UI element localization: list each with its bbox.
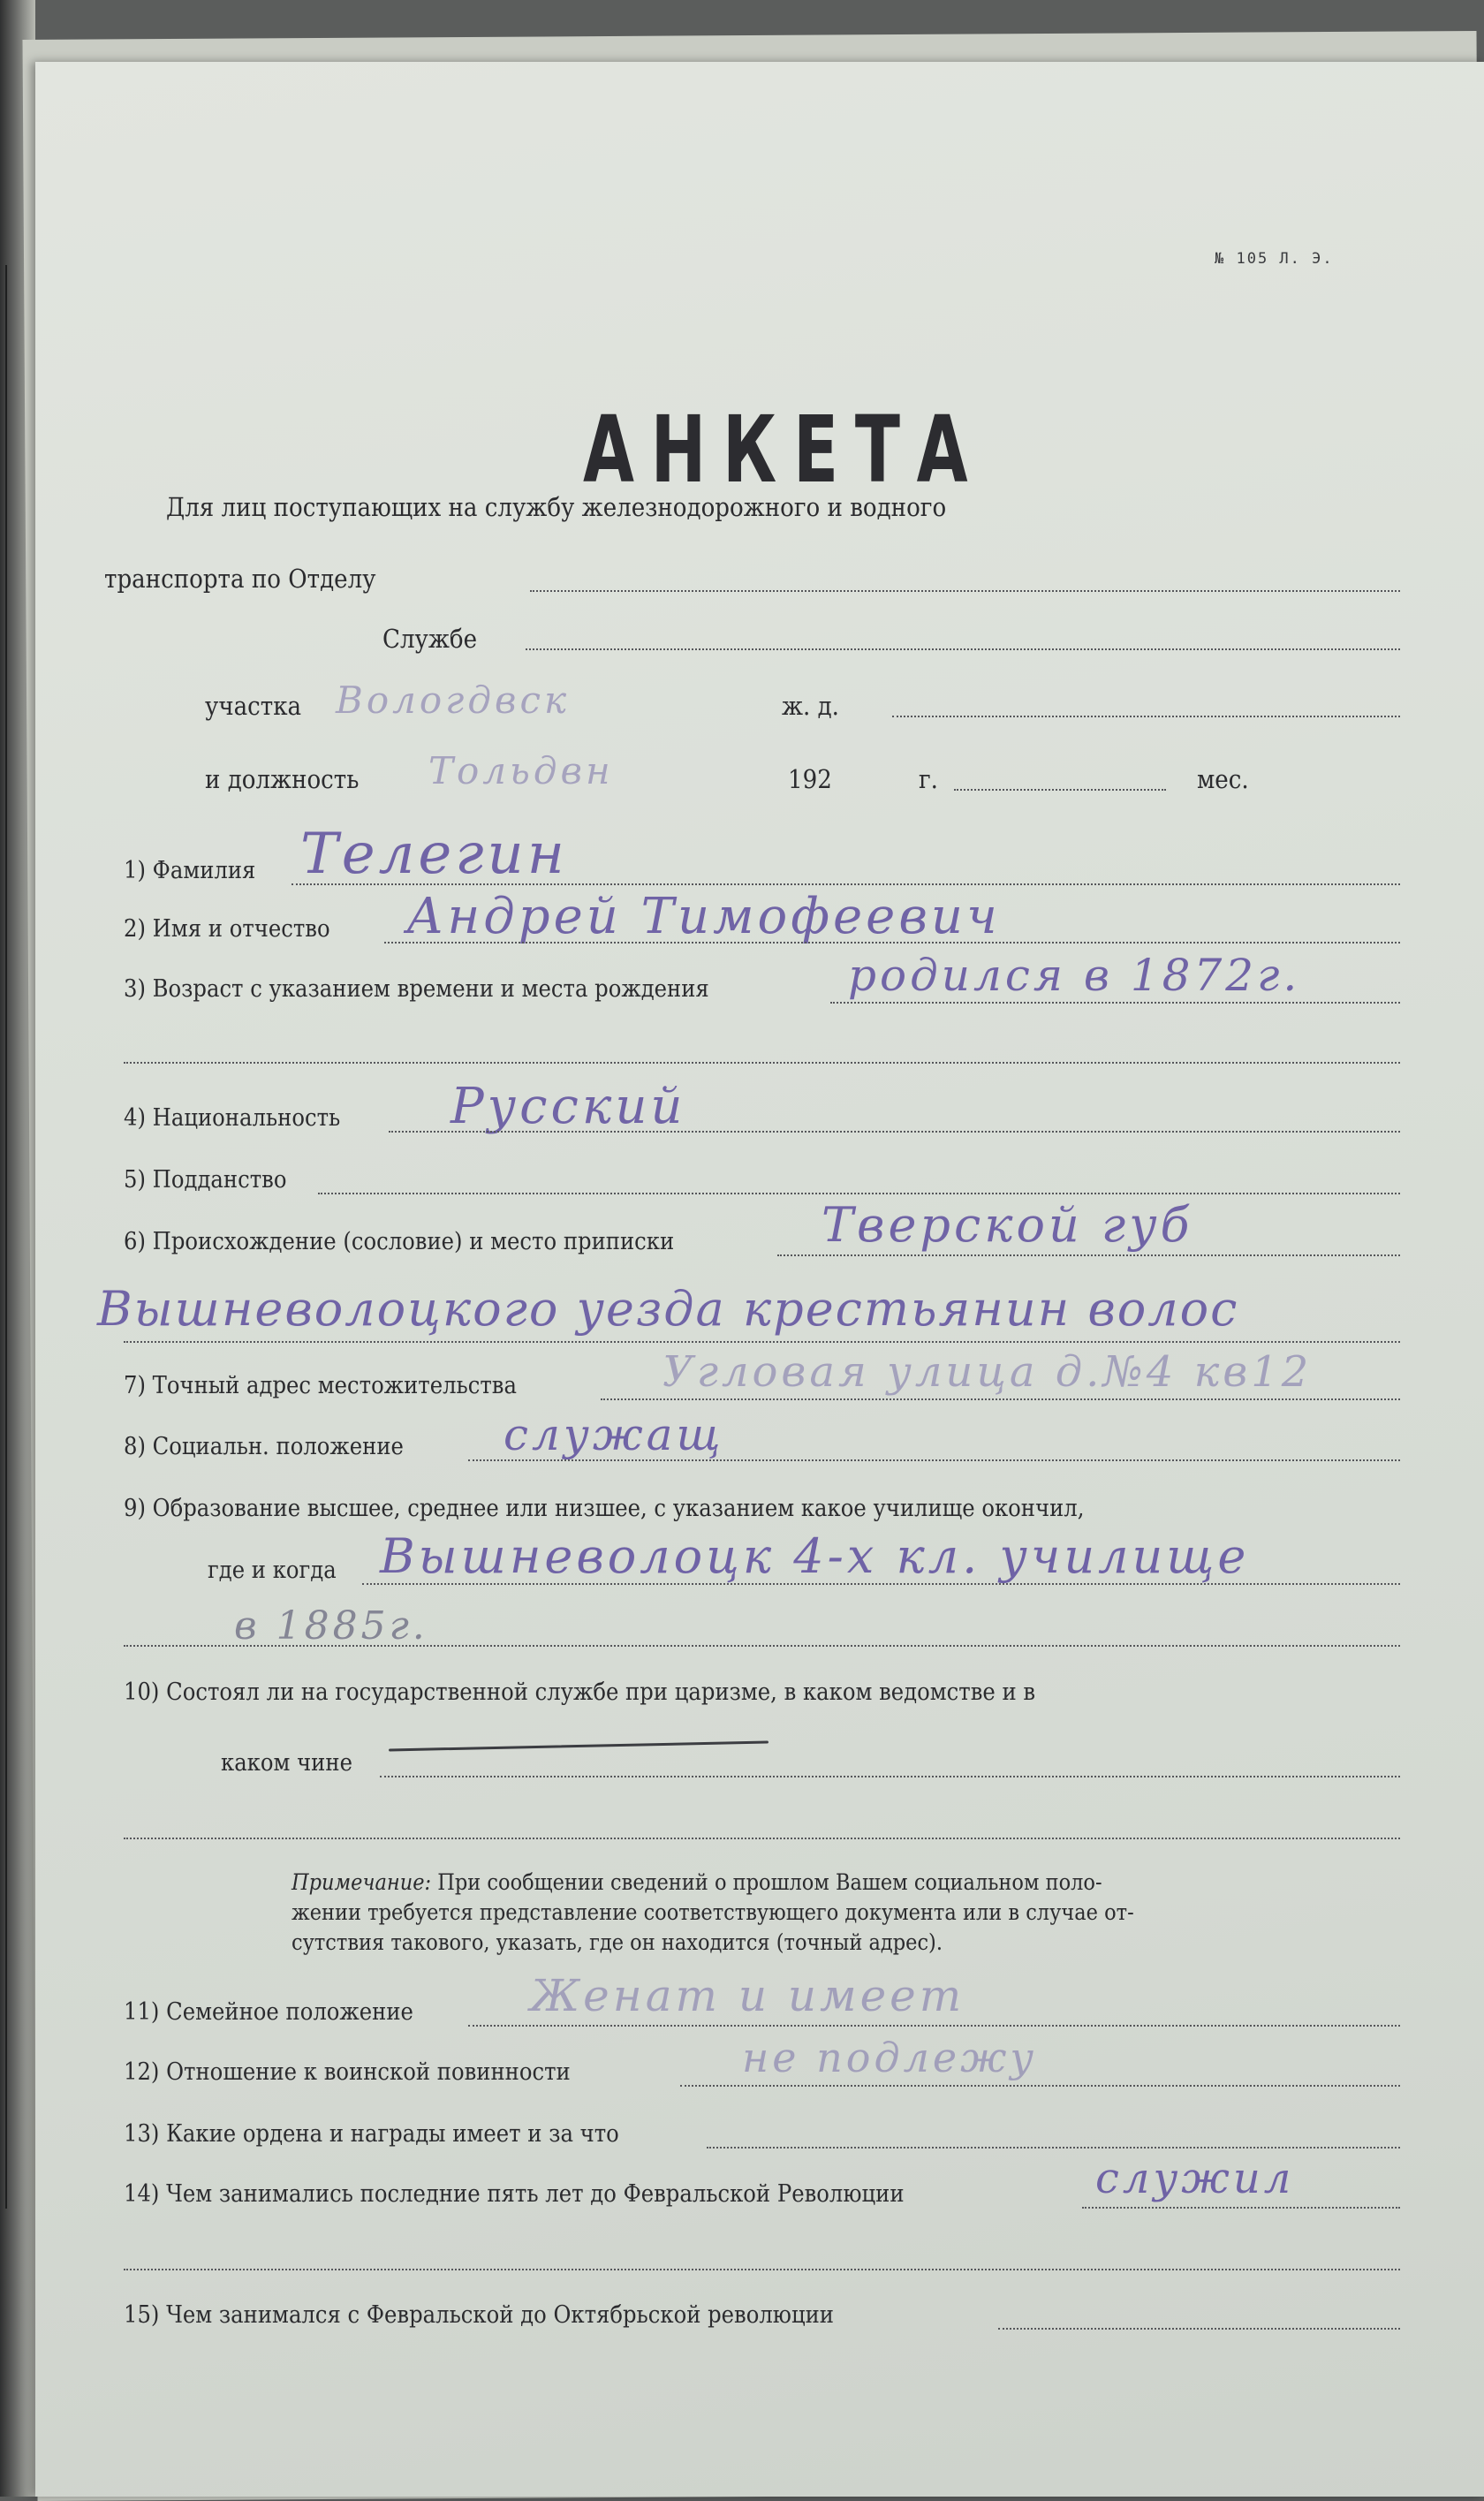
q10-field-line-2 — [124, 1838, 1400, 1839]
year-label: 192 — [788, 764, 832, 794]
q11-label: 11) Семейное положение — [124, 1998, 413, 2026]
origin-handwriting-1: Тверской губ — [822, 1197, 1193, 1253]
note-line-1 — [292, 1869, 1102, 1895]
q10-label-2: каком чине — [221, 1749, 352, 1777]
education-handwriting-1: Вышневолоцк 4-х кл. училище — [380, 1528, 1250, 1584]
q7-field-line — [601, 1398, 1400, 1400]
date-field-line — [954, 789, 1166, 791]
social-handwriting: служащ — [504, 1409, 724, 1460]
q5-field-line — [318, 1193, 1400, 1194]
q15-label: 15) Чем занимался с Февральской до Октябрьской революции — [124, 2301, 834, 2329]
section-label: участка — [205, 691, 302, 721]
q9-field-line-2 — [124, 1645, 1400, 1647]
q12-field-line — [680, 2085, 1400, 2087]
year-suffix: г. — [919, 764, 938, 794]
q13-field-line — [707, 2147, 1400, 2149]
q6-field-line — [777, 1254, 1400, 1256]
q9-label-2: где и когда — [208, 1557, 337, 1584]
q7-label: 7) Точный адрес местожительства — [124, 1372, 517, 1399]
q10-dash-stroke — [389, 1740, 768, 1751]
railway-field-line — [892, 716, 1400, 717]
position-handwriting: Тольдвн — [428, 749, 614, 792]
military-handwriting: не подлежу — [742, 2034, 1038, 2081]
q4-label: 4) Национальность — [124, 1104, 341, 1132]
service-field-line — [526, 648, 1400, 650]
q8-label: 8) Социальн. положение — [124, 1433, 404, 1460]
q14-field-line-2 — [124, 2269, 1400, 2270]
service-label: Службе — [382, 624, 478, 654]
page-title: АНКЕТА — [583, 396, 985, 504]
position-label: и должность — [205, 764, 360, 794]
birth-handwriting: родился в 1872г. — [848, 950, 1301, 1001]
q6-label: 6) Происхождение (сословие) и место приписки — [124, 1228, 675, 1255]
education-handwriting-2: в 1885г. — [234, 1603, 428, 1648]
q1-field-line — [292, 883, 1400, 885]
q10-label-1: 10) Состоял ли на государственной службе при царизме, в каком ведомстве и в — [124, 1679, 1036, 1706]
q9-field-line — [362, 1583, 1400, 1585]
q8-field-line — [468, 1459, 1400, 1461]
note-line-2: жении требуется представление соответствующего документа или в случае от- — [292, 1899, 1134, 1925]
q6-field-line-2 — [124, 1341, 1400, 1343]
q11-field-line — [468, 2025, 1400, 2027]
q4-field-line — [389, 1131, 1400, 1133]
questionnaire-page — [35, 62, 1484, 2497]
department-field-line — [530, 590, 1400, 592]
q3-field-line-2 — [124, 1062, 1400, 1064]
q15-field-line — [998, 2328, 1400, 2330]
q3-label: 3) Возраст с указанием времени и места рождения — [124, 975, 709, 1003]
note-text-1: При сообщении сведений о прошлом Вашем социальном поло- — [437, 1869, 1102, 1895]
q12-label: 12) Отношение к воинской повинности — [124, 2058, 571, 2086]
form-number: № 105 Л. Э. — [1215, 250, 1334, 268]
note-label: Примечание: — [292, 1869, 432, 1895]
q10-field-line — [380, 1776, 1400, 1777]
q14-field-line — [1082, 2207, 1400, 2209]
origin-handwriting-2: Вышневолоцкого уезда крестьянин волос — [97, 1281, 1239, 1337]
intro-line-1: Для лиц поступающих на службу железнодорожного и водного — [166, 492, 947, 522]
month-label: мес. — [1197, 764, 1249, 794]
surname-handwriting: Телегин — [300, 822, 568, 887]
q13-label: 13) Какие ордена и награды имеет и за что — [124, 2120, 619, 2148]
family-handwriting: Женат и имеет — [530, 1970, 965, 2021]
prerevolution-handwriting: служил — [1095, 2154, 1295, 2203]
q3-field-line — [830, 1002, 1400, 1004]
railway-label: ж. д. — [782, 691, 839, 721]
nationality-handwriting: Русский — [450, 1078, 686, 1135]
q2-field-line — [384, 942, 1400, 944]
q1-label: 1) Фамилия — [124, 857, 256, 884]
q14-label: 14) Чем занимались последние пять лет до Февральской Революции — [124, 2180, 905, 2208]
note-line-3: сутствия такового, указать, где он находится (точный адрес). — [292, 1929, 943, 1955]
q2-label: 2) Имя и отчество — [124, 915, 330, 943]
q5-label: 5) Подданство — [124, 1166, 287, 1194]
section-handwriting: Вологдвск — [336, 678, 571, 722]
intro-line-2: транспорта по Отделу — [104, 564, 376, 594]
q9-label-1: 9) Образование высшее, среднее или низшее, с указанием какое училище окончил, — [124, 1495, 1085, 1522]
name-handwriting: Андрей Тимофеевич — [406, 888, 1001, 945]
address-handwriting: Угловая улица д.№4 кв12 — [662, 1347, 1313, 1397]
